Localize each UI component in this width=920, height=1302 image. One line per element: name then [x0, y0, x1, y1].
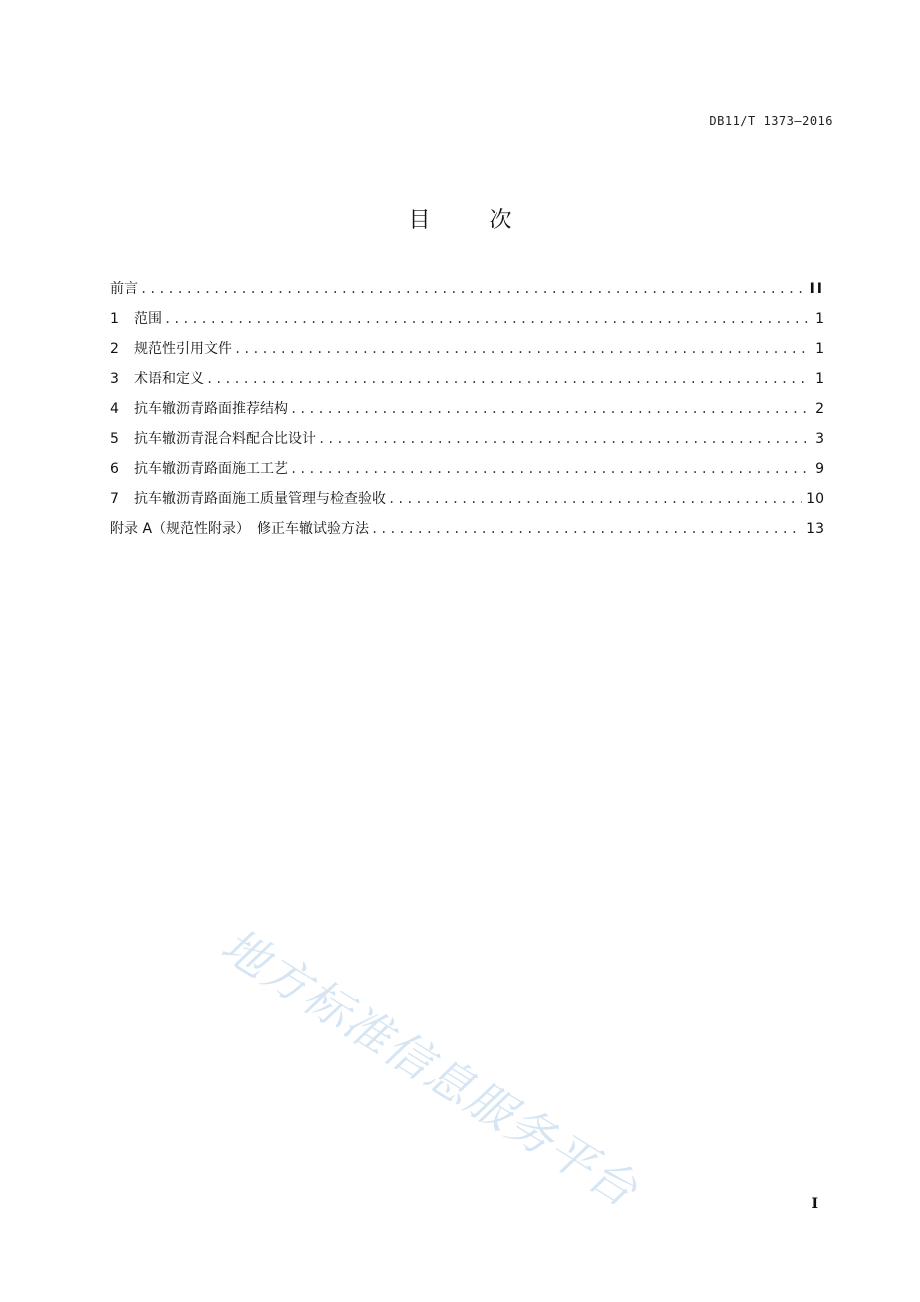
toc-entry-page: 1: [815, 341, 824, 357]
toc-dot-leader: [164, 308, 810, 330]
toc-entry-label: 术语和定义: [134, 371, 204, 387]
toc-entry-page: 1: [815, 311, 824, 327]
document-code: DB11/T 1373—2016: [709, 114, 833, 128]
toc-dot-leader: [290, 458, 810, 480]
toc-entry-page: 10: [806, 491, 824, 507]
toc-entry-page: II: [809, 281, 824, 297]
toc-entry-label: 附录 A（规范性附录） 修正车辙试验方法: [110, 521, 370, 537]
toc-entry[interactable]: [110, 398, 824, 428]
watermark-text: 地方标准信息服务平台: [212, 917, 648, 1218]
toc-entry[interactable]: [110, 518, 824, 548]
toc-entry[interactable]: [110, 308, 824, 338]
page-title: 目 次: [408, 208, 538, 233]
toc-entry-page: 3: [815, 431, 824, 447]
table-of-contents: [110, 278, 824, 548]
toc-entry[interactable]: [110, 488, 824, 518]
toc-entry-label: 抗车辙沥青路面推荐结构: [134, 401, 288, 417]
toc-dot-leader: [388, 488, 802, 510]
toc-entry-number: 5: [110, 431, 119, 447]
toc-dot-leader: [206, 368, 810, 390]
toc-entry-label: 前言: [110, 281, 138, 297]
toc-entry[interactable]: [110, 278, 824, 308]
toc-entry-page: 13: [806, 521, 824, 537]
toc-entry[interactable]: [110, 458, 824, 488]
toc-entry-number: 6: [110, 461, 119, 477]
toc-entry-page: 1: [815, 371, 824, 387]
toc-entry-label: 抗车辙沥青混合料配合比设计: [134, 431, 316, 447]
toc-entry-number: 4: [110, 401, 119, 417]
toc-dot-leader: [140, 278, 806, 300]
toc-dot-leader: [318, 428, 810, 450]
toc-dot-leader: [371, 518, 802, 540]
toc-entry-page: 9: [815, 461, 824, 477]
toc-entry[interactable]: [110, 338, 824, 368]
toc-entry-number: 1: [110, 311, 119, 327]
toc-dot-leader: [290, 398, 810, 420]
toc-entry-number: 7: [110, 491, 119, 507]
toc-entry-label: 范围: [134, 311, 162, 327]
toc-entry-label: 抗车辙沥青路面施工质量管理与检查验收: [134, 491, 386, 507]
toc-entry-label: 抗车辙沥青路面施工工艺: [134, 461, 288, 477]
toc-dot-leader: [234, 338, 810, 360]
toc-entry-label: 规范性引用文件: [134, 341, 232, 357]
toc-entry[interactable]: [110, 428, 824, 458]
page-number: I: [811, 1196, 818, 1212]
toc-entry-number: 2: [110, 341, 119, 357]
toc-entry[interactable]: [110, 368, 824, 398]
toc-entry-page: 2: [815, 401, 824, 417]
toc-entry-number: 3: [110, 371, 119, 387]
